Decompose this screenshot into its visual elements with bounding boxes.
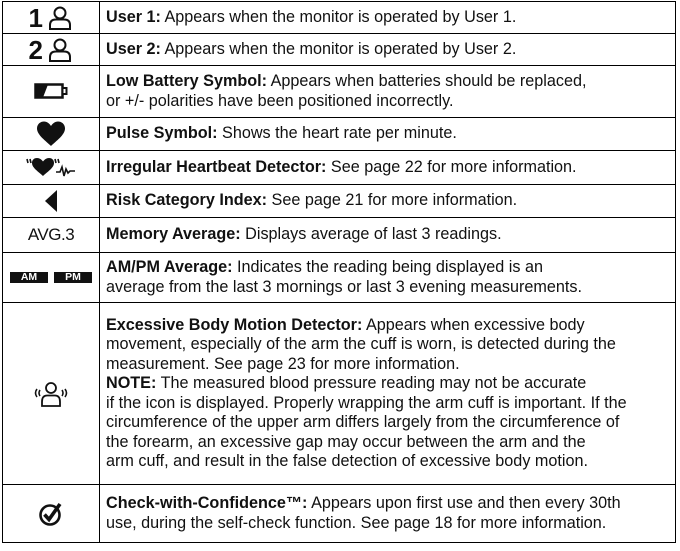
memory-average-icon: AVG.3 [27,224,75,244]
description-cell [100,303,676,485]
note-text: if the icon is displayed. Properly wrapping the arm cuff is important. If the [106,393,627,412]
pm-badge-icon: PM [54,272,92,283]
description: Appears when the monitor is operated by User 1. [164,7,517,26]
description: or +/- polarities have been positioned incorrectly. [106,91,454,110]
description: use, during the self-check function. See page 18 for more information. [106,513,607,532]
description-cell [100,2,676,34]
low-battery-icon [34,82,68,100]
heart-icon [36,121,66,147]
term: User 2: [106,39,161,58]
description: Appears when batteries should be replaced, [270,72,587,90]
description-cell [100,34,676,66]
note-text: circumference of the upper arm differs largely from the circumference of [106,413,620,431]
icon-cell [3,34,100,66]
description: movement, especially of the arm the cuff is worn, is detected during the [106,335,616,353]
table-row [3,66,676,118]
check-circle-icon [38,501,64,527]
term: User 1: [106,7,161,26]
icon-cell [3,151,100,185]
term: Low Battery Symbol: [106,72,267,90]
table-row [3,2,676,34]
symbol-legend-table [2,1,676,543]
icon-cell [3,218,100,253]
table-row [3,303,676,485]
table-row [3,185,676,218]
description: Displays average of last 3 readings. [245,225,502,244]
description-cell [100,118,676,151]
description: measurement. See page 23 for more information. [106,354,460,373]
am-badge-icon: AM [10,272,48,283]
description: Appears upon first use and then every 30th [311,494,621,512]
description: Appears when excessive body [365,315,585,334]
description: Appears when the monitor is operated by User 2. [164,39,517,58]
description-cell [100,151,676,185]
note-label: NOTE: [106,374,157,392]
description: See page 22 for more information. [330,157,577,176]
user-number: 1 [28,2,43,33]
icon-cell [3,118,100,151]
description-cell [100,485,676,543]
description-cell [100,66,676,118]
term: Irregular Heartbeat Detector: [106,157,327,176]
term: Memory Average: [106,225,241,244]
table-row [3,34,676,66]
table-row [3,118,676,151]
description: See page 21 for more information. [271,191,518,210]
term: Excessive Body Motion Detector: [106,315,363,334]
note-text: The measured blood pressure reading may not be accurate [160,374,587,392]
icon-cell [3,185,100,218]
table-row [3,218,676,253]
user-number: 2 [28,34,43,65]
icon-cell [3,253,100,303]
user-2-icon [47,37,73,63]
note-text: the forearm, an excessive gap may occur between the arm and the [106,432,586,451]
term: Check-with-Confidence™: [106,494,308,512]
description: Shows the heart rate per minute. [222,124,457,143]
description-cell [100,218,676,253]
icon-cell [3,2,100,34]
icon-cell [3,66,100,118]
note-text: arm cuff, and result in the false detection of excessive body motion. [106,452,588,470]
risk-category-triangle-icon [43,189,59,213]
description: Indicates the reading being displayed is an [237,258,544,276]
body-motion-icon [31,380,71,408]
user-1-icon [47,5,73,31]
term: AM/PM Average: [106,258,233,276]
term: Risk Category Index: [106,191,268,210]
table-row [3,485,676,543]
icon-cell [3,485,100,543]
description-cell [100,185,676,218]
table-row [3,253,676,303]
irregular-heartbeat-icon [23,156,79,180]
table-row [3,151,676,185]
description: average from the last 3 mornings or last 3 evening measurements. [106,277,582,296]
term: Pulse Symbol: [106,124,218,143]
description-cell [100,253,676,303]
icon-cell [3,303,100,485]
